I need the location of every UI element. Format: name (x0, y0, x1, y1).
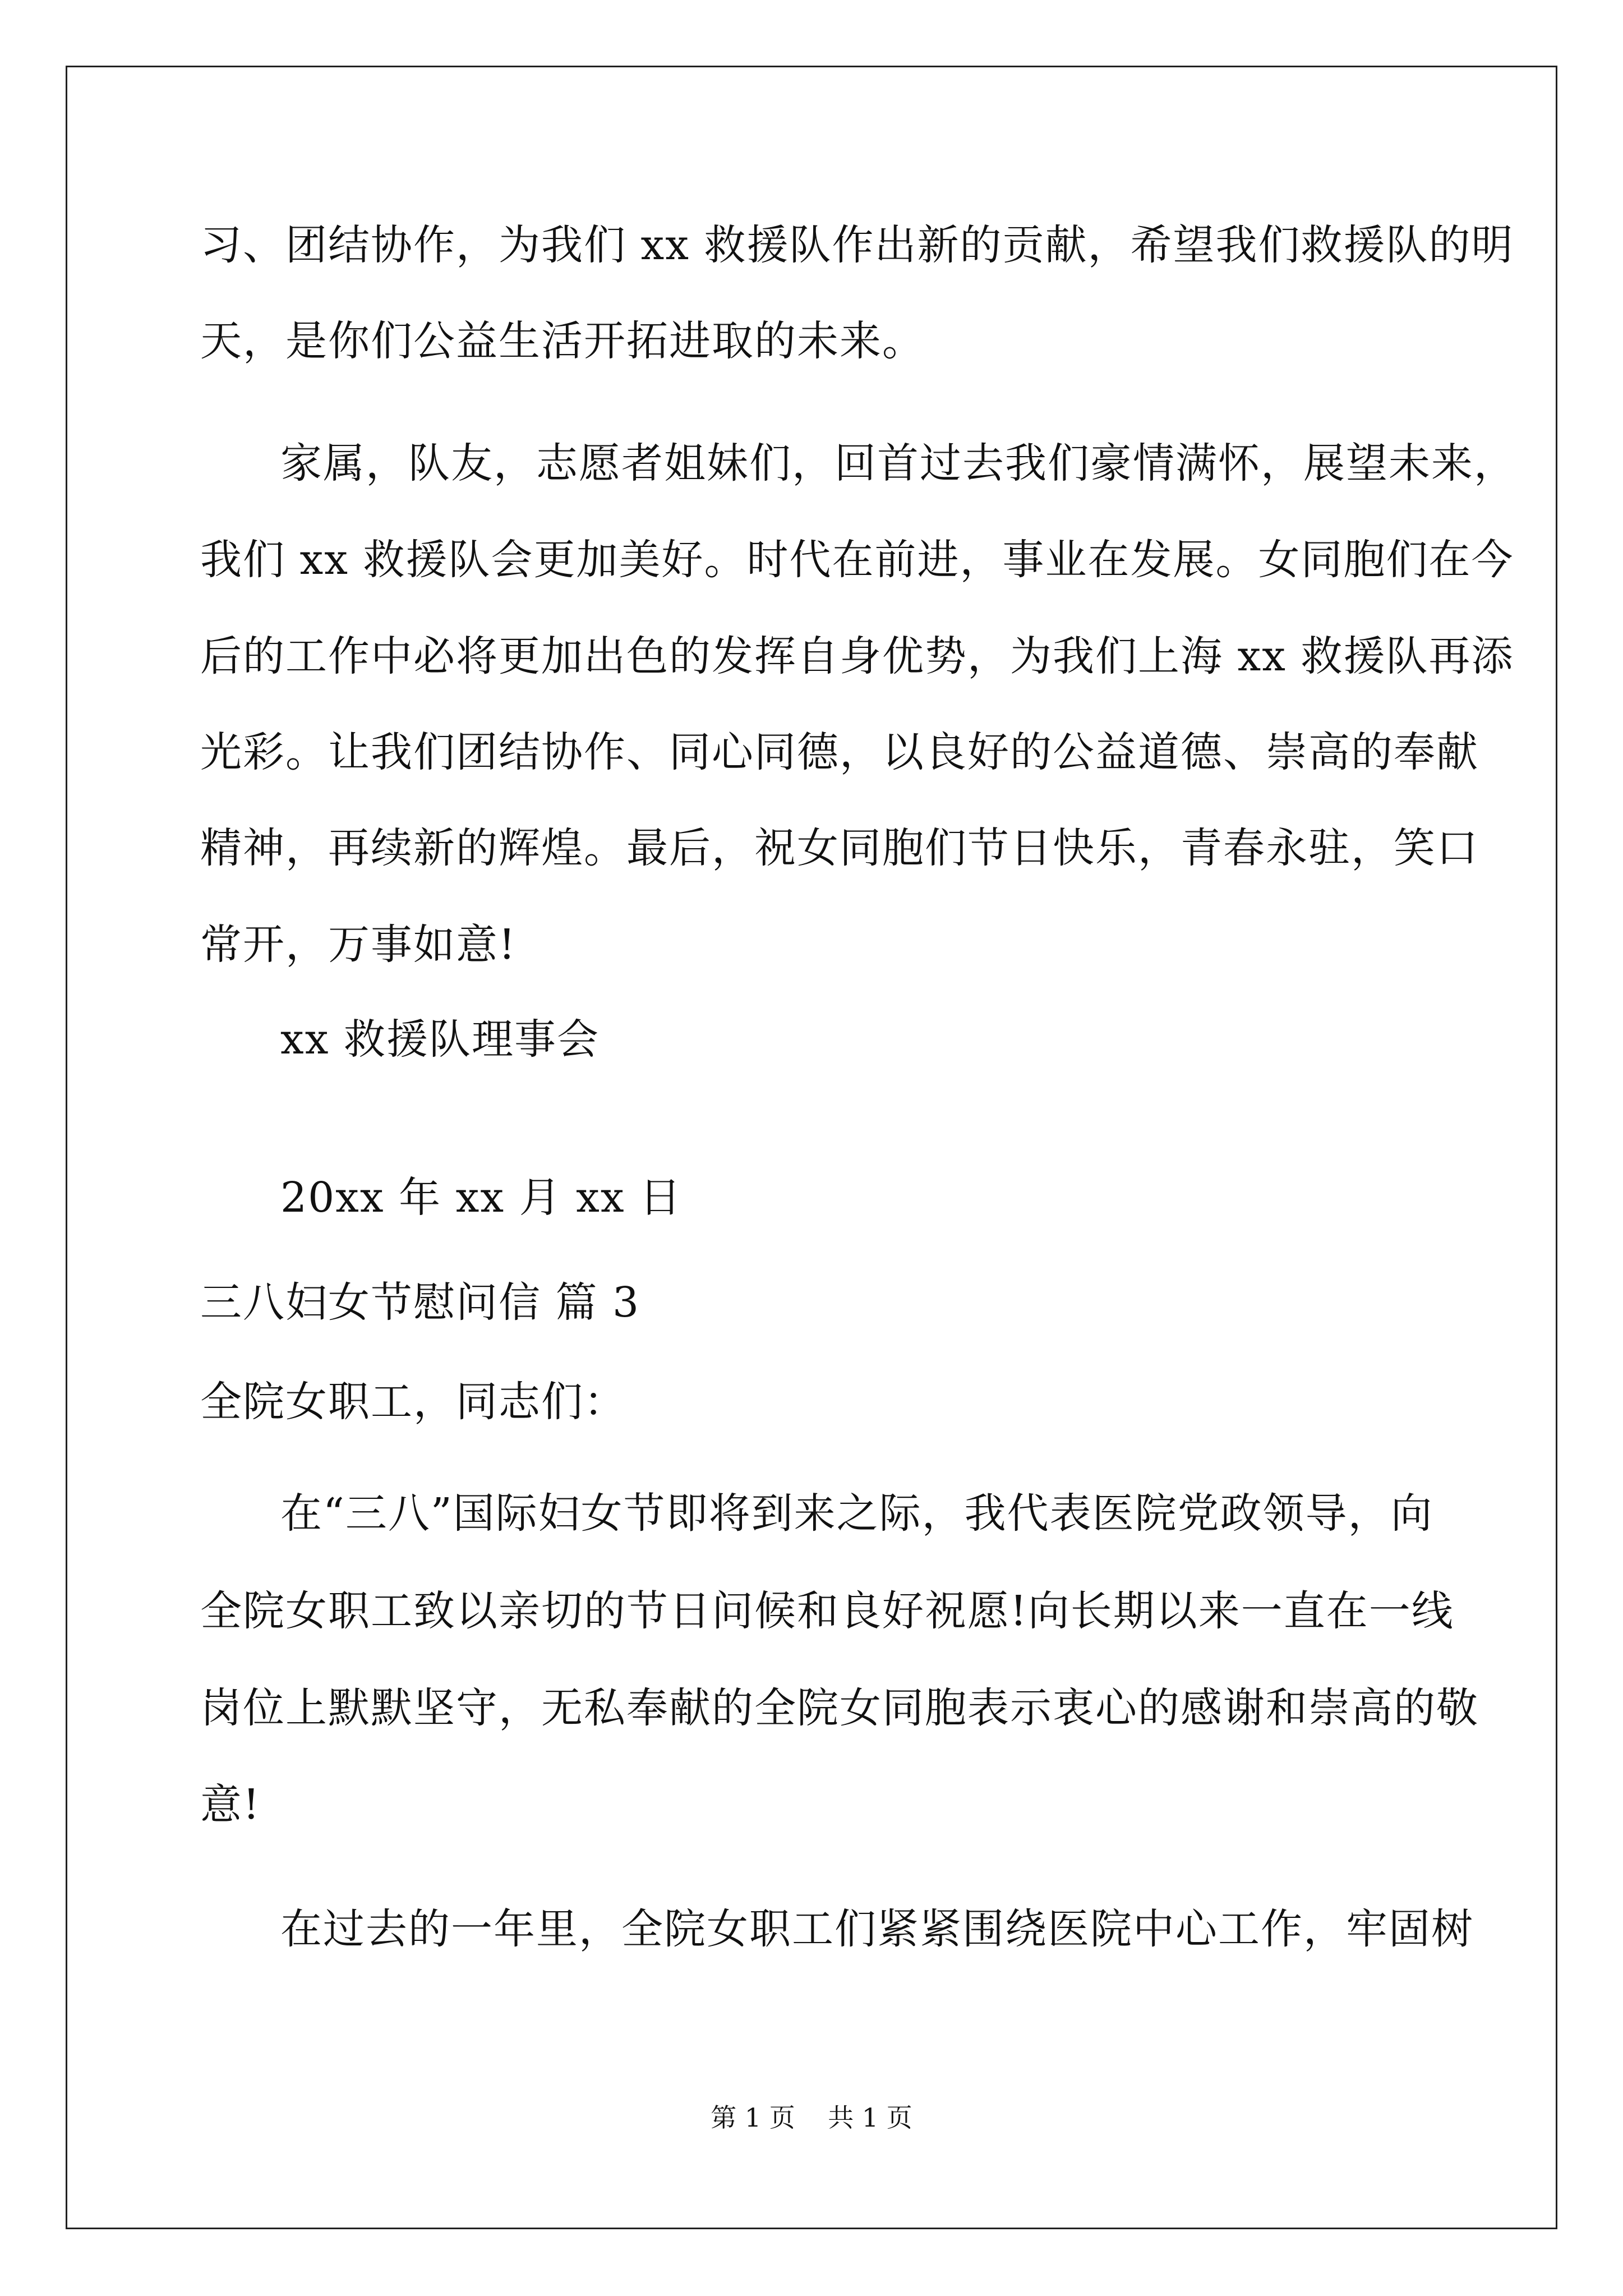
paragraph-start: 在“三八”国际妇女节即将到来之际，我代表医院党政领导，向 (280, 1489, 1433, 1538)
text-line: 常开，万事如意! (200, 921, 517, 969)
text-line: 习、团结协作，为我们 xx 救援队作出新的贡献，希望我们救援队的明 (200, 221, 1514, 269)
text-line: 意! (200, 1780, 261, 1829)
section-heading: 三八妇女节慰问信 篇 3 (200, 1278, 640, 1327)
text-line: 光彩。让我们团结协作、同心同德，以良好的公益道德、崇高的奉献 (200, 728, 1479, 776)
text-line: 精神，再续新的辉煌。最后，祝女同胞们节日快乐，青春永驻，笑口 (200, 824, 1479, 872)
signature-date: 20xx 年 xx 月 xx 日 (280, 1174, 683, 1222)
paragraph-start: 在过去的一年里，全院女职工们紧紧围绕医院中心工作，牢固树 (280, 1905, 1474, 1953)
salutation: 全院女职工，同志们： (200, 1378, 626, 1426)
text-line: 后的工作中必将更加出色的发挥自身优势，为我们上海 xx 救援队再添 (200, 632, 1514, 680)
text-line: 天，是你们公益生活开拓进取的未来。 (200, 317, 925, 365)
text-line: 全院女职工致以亲切的节日问候和良好祝愿!向长期以来一直在一线 (200, 1587, 1454, 1635)
paragraph-start: 家属，队友，志愿者姐妹们，回首过去我们豪情满怀，展望未来， (280, 439, 1516, 487)
text-line: 我们 xx 救援队会更加美好。时代在前进，事业在发展。女同胞们在今 (200, 536, 1514, 584)
text-line: 岗位上默默坚守，无私奉献的全院女同胞表示衷心的感谢和崇高的敬 (200, 1684, 1479, 1732)
page-number-footer: 第 1 页 共 1 页 (711, 2102, 912, 2133)
signature-org: xx 救援队理事会 (280, 1015, 600, 1064)
